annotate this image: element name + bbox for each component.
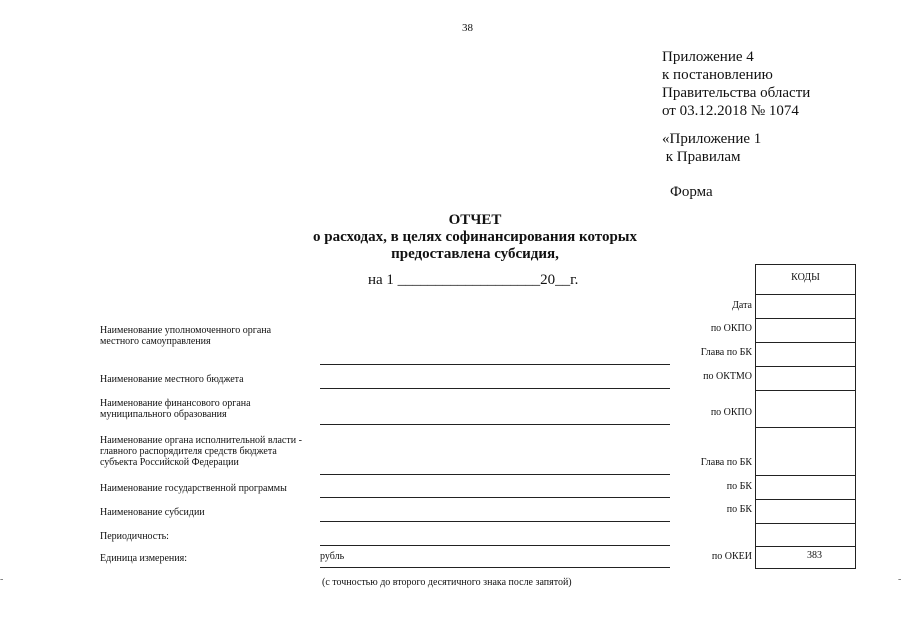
field-label-line: местного самоуправления bbox=[100, 336, 211, 347]
edge-mark-right: - bbox=[898, 574, 902, 585]
code-label-chapter-bk: Глава по БК bbox=[700, 347, 752, 358]
field-label-line: Наименование органа исполнительной власти - bbox=[100, 435, 302, 446]
code-cell-date bbox=[756, 294, 855, 318]
field-fill-line bbox=[320, 474, 670, 475]
form-label: Форма bbox=[670, 184, 713, 200]
field-fill-line bbox=[320, 545, 670, 546]
field-fill-line bbox=[320, 497, 670, 498]
field-fill-line bbox=[320, 364, 670, 365]
report-heading: ОТЧЕТ bbox=[448, 212, 502, 228]
code-cell-okpo-2 bbox=[756, 390, 855, 427]
precision-note: (с точностью до второго десятичного знака после запятой) bbox=[322, 577, 572, 588]
field-fill-line bbox=[320, 388, 670, 389]
field-label-authority bbox=[100, 325, 271, 347]
field-label-finance-body bbox=[100, 398, 251, 420]
field-fill-line bbox=[320, 521, 670, 522]
unit-value: рубль bbox=[320, 551, 345, 562]
report-subtitle-line: о расходах, в целях софинансирования которых bbox=[312, 229, 638, 245]
code-label-bk: по БК bbox=[726, 481, 752, 492]
code-label-okpo: по ОКПО bbox=[710, 323, 752, 334]
field-label-line: Наименование субсидии bbox=[100, 507, 205, 518]
field-label-line: Наименование уполномоченного органа bbox=[100, 325, 272, 336]
report-title bbox=[300, 212, 650, 263]
edge-mark-left: - bbox=[0, 574, 4, 585]
appendix-rules-line: к Правилам bbox=[662, 149, 741, 165]
page-number: 38 bbox=[462, 22, 473, 34]
appendix-block bbox=[662, 48, 810, 120]
code-label-okei: по ОКЕИ bbox=[711, 551, 752, 562]
code-label-date: Дата bbox=[732, 300, 752, 311]
appendix-line: к постановлению bbox=[662, 67, 773, 83]
field-label-line: Единица измерения: bbox=[100, 553, 187, 564]
field-label-line: субъекта Российской Федерации bbox=[100, 457, 239, 468]
code-cell-chapter-bk-2 bbox=[756, 427, 855, 475]
code-cell-bk-2 bbox=[756, 499, 855, 523]
code-cell-okpo bbox=[756, 318, 855, 342]
code-cell-chapter-bk bbox=[756, 342, 855, 366]
code-label-oktmo: по ОКТМО bbox=[703, 371, 752, 382]
code-cell-bk bbox=[756, 475, 855, 499]
code-label-okpo-2: по ОКПО bbox=[710, 407, 752, 418]
codes-table bbox=[755, 264, 856, 569]
appendix-line: от 03.12.2018 № 1074 bbox=[662, 103, 799, 119]
code-cell-okei: 383 bbox=[756, 546, 855, 568]
field-fill-line bbox=[320, 424, 670, 425]
field-label-line: муниципального образования bbox=[100, 409, 227, 420]
field-label-executive-body bbox=[100, 435, 302, 468]
field-label-line: Наименование финансового органа bbox=[100, 398, 251, 409]
code-cell-periodicity bbox=[756, 523, 855, 546]
code-label-chapter-bk-2: Глава по БК bbox=[700, 457, 752, 468]
codes-header: КОДЫ bbox=[791, 272, 820, 283]
appendix-line: Приложение 4 bbox=[662, 49, 754, 65]
field-label-periodicity bbox=[100, 531, 169, 542]
appendix-rules-line: «Приложение 1 bbox=[662, 131, 762, 147]
field-label-unit bbox=[100, 553, 187, 564]
field-fill-line bbox=[320, 567, 670, 568]
field-label-budget bbox=[100, 374, 244, 385]
report-subtitle-line: предоставлена субсидия, bbox=[391, 246, 559, 262]
field-label-line: главного распорядителя средств бюджета bbox=[100, 446, 277, 457]
appendix-rules-block bbox=[662, 130, 761, 166]
field-label-line: Наименование местного бюджета bbox=[100, 374, 244, 385]
field-label-subsidy bbox=[100, 507, 205, 518]
appendix-line: Правительства области bbox=[662, 85, 811, 101]
code-label-bk-2: по БК bbox=[726, 504, 752, 515]
code-cell-oktmo bbox=[756, 366, 855, 390]
field-label-state-program bbox=[100, 483, 287, 494]
report-date-line: на 1 ___________________20__г. bbox=[368, 272, 579, 288]
field-label-line: Наименование государственной программы bbox=[100, 483, 287, 494]
field-label-line: Периодичность: bbox=[100, 531, 169, 542]
